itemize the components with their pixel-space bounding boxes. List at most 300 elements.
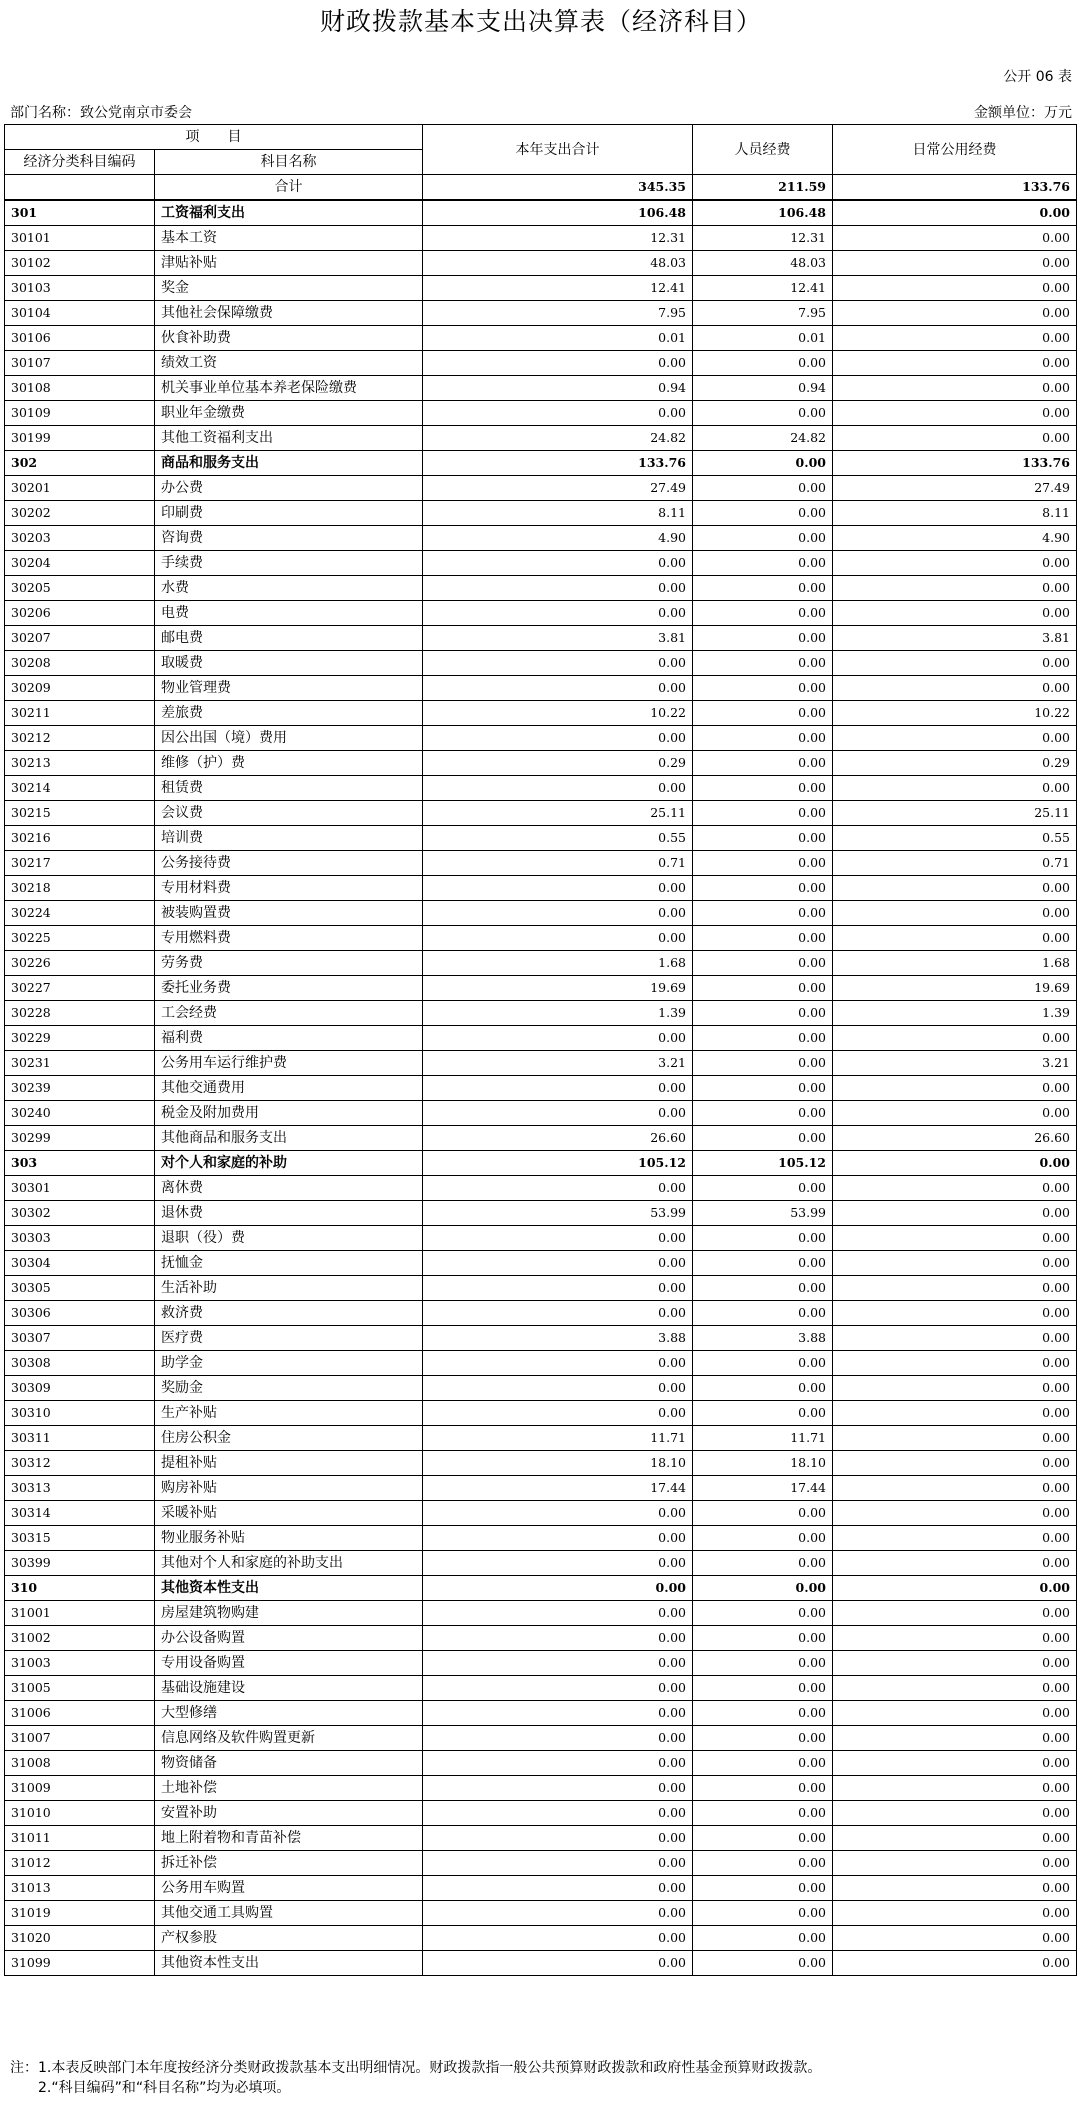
row-code: 30206 (5, 601, 155, 626)
row-name: 其他资本性支出 (155, 1576, 423, 1601)
row-code: 30199 (5, 426, 155, 451)
table-row (5, 1076, 1077, 1101)
row-name: 安置补助 (155, 1801, 423, 1826)
table-row (5, 1626, 1077, 1651)
row-personnel: 106.48 (693, 200, 833, 226)
row-code: 30109 (5, 401, 155, 426)
row-total: 0.00 (423, 1501, 693, 1526)
row-personnel: 0.00 (693, 1901, 833, 1926)
note-1: 注：1.本表反映部门本年度按经济分类财政拨款基本支出明细情况。财政拨款指一般公共预算财政拨款和政府性基金预算财政拨款。 (10, 2060, 822, 2076)
row-code: 30213 (5, 751, 155, 776)
row-name: 办公设备购置 (155, 1626, 423, 1651)
row-total: 0.00 (423, 1526, 693, 1551)
row-code: 30108 (5, 376, 155, 401)
row-personnel: 18.10 (693, 1451, 833, 1476)
table-row (5, 1501, 1077, 1526)
table-row (5, 1151, 1077, 1176)
row-public: 0.00 (833, 1751, 1077, 1776)
table-row (5, 601, 1077, 626)
row-name: 办公费 (155, 476, 423, 501)
row-name: 信息网络及软件购置更新 (155, 1726, 423, 1751)
row-public: 0.00 (833, 551, 1077, 576)
row-personnel: 0.00 (693, 551, 833, 576)
table-row (5, 1676, 1077, 1701)
row-code: 31007 (5, 1726, 155, 1751)
table-row (5, 1001, 1077, 1026)
row-total: 0.00 (423, 1751, 693, 1776)
row-personnel: 0.00 (693, 701, 833, 726)
row-name: 其他商品和服务支出 (155, 1126, 423, 1151)
row-total: 0.00 (423, 1926, 693, 1951)
row-total: 0.01 (423, 326, 693, 351)
row-personnel: 0.00 (693, 501, 833, 526)
total-code (5, 175, 155, 201)
row-code: 31002 (5, 1626, 155, 1651)
row-name: 印刷费 (155, 501, 423, 526)
row-personnel: 24.82 (693, 426, 833, 451)
row-total: 0.00 (423, 1851, 693, 1876)
row-public: 0.00 (833, 676, 1077, 701)
row-total: 0.00 (423, 926, 693, 951)
row-total: 0.00 (423, 1351, 693, 1376)
row-name: 伙食补助费 (155, 326, 423, 351)
row-name: 专用材料费 (155, 876, 423, 901)
row-personnel: 0.00 (693, 1176, 833, 1201)
table-row (5, 251, 1077, 276)
row-total: 3.21 (423, 1051, 693, 1076)
row-public: 4.90 (833, 526, 1077, 551)
row-personnel: 0.00 (693, 1401, 833, 1426)
row-total: 0.00 (423, 1801, 693, 1826)
row-public: 0.00 (833, 351, 1077, 376)
row-name: 抚恤金 (155, 1251, 423, 1276)
row-name: 其他对个人和家庭的补助支出 (155, 1551, 423, 1576)
row-code: 30311 (5, 1426, 155, 1451)
row-personnel: 0.00 (693, 1751, 833, 1776)
row-name: 其他交通费用 (155, 1076, 423, 1101)
row-public: 0.00 (833, 1801, 1077, 1826)
row-code: 30224 (5, 901, 155, 926)
row-total: 0.00 (423, 1651, 693, 1676)
table-row (5, 200, 1077, 226)
row-public: 0.00 (833, 1276, 1077, 1301)
table-row (5, 351, 1077, 376)
row-public: 0.00 (833, 426, 1077, 451)
row-total: 48.03 (423, 251, 693, 276)
row-name: 电费 (155, 601, 423, 626)
table-row (5, 1101, 1077, 1126)
row-total: 10.22 (423, 701, 693, 726)
row-name: 奖励金 (155, 1376, 423, 1401)
row-public: 0.00 (833, 1551, 1077, 1576)
row-code: 31011 (5, 1826, 155, 1851)
row-total: 0.00 (423, 401, 693, 426)
row-personnel: 0.00 (693, 1851, 833, 1876)
table-row (5, 951, 1077, 976)
row-public: 133.76 (833, 451, 1077, 476)
table-row (5, 1576, 1077, 1601)
row-total: 0.00 (423, 1701, 693, 1726)
row-total: 0.94 (423, 376, 693, 401)
row-code: 31001 (5, 1601, 155, 1626)
row-personnel: 105.12 (693, 1151, 833, 1176)
row-name: 大型修缮 (155, 1701, 423, 1726)
row-public: 0.00 (833, 1251, 1077, 1276)
table-row (5, 501, 1077, 526)
row-name: 基本工资 (155, 226, 423, 251)
row-personnel: 0.00 (693, 976, 833, 1001)
row-total: 3.88 (423, 1326, 693, 1351)
footnotes (10, 2058, 821, 2098)
row-code: 30225 (5, 926, 155, 951)
row-code: 30308 (5, 1351, 155, 1376)
table-body (5, 175, 1077, 1976)
row-name: 生活补助 (155, 1276, 423, 1301)
row-name: 拆迁补偿 (155, 1851, 423, 1876)
table-row (5, 526, 1077, 551)
row-personnel: 53.99 (693, 1201, 833, 1226)
table-row (5, 1726, 1077, 1751)
row-total: 0.00 (423, 901, 693, 926)
table-row (5, 1476, 1077, 1501)
row-public: 0.00 (833, 1101, 1077, 1126)
table-row (5, 1126, 1077, 1151)
row-total: 26.60 (423, 1126, 693, 1151)
row-personnel: 0.00 (693, 901, 833, 926)
row-personnel: 0.00 (693, 1876, 833, 1901)
row-public: 0.00 (833, 1176, 1077, 1201)
table-row (5, 1801, 1077, 1826)
row-public: 0.00 (833, 1601, 1077, 1626)
header-code: 经济分类科目编码 (5, 150, 155, 175)
row-personnel: 0.00 (693, 876, 833, 901)
row-code: 30216 (5, 826, 155, 851)
row-public: 0.00 (833, 1401, 1077, 1426)
row-name: 离休费 (155, 1176, 423, 1201)
row-name: 培训费 (155, 826, 423, 851)
row-name: 因公出国（境）费用 (155, 726, 423, 751)
row-personnel: 12.41 (693, 276, 833, 301)
table-row (5, 1051, 1077, 1076)
row-code: 30104 (5, 301, 155, 326)
row-code: 30306 (5, 1301, 155, 1326)
row-code: 31005 (5, 1676, 155, 1701)
row-personnel: 0.01 (693, 326, 833, 351)
row-name: 房屋建筑物购建 (155, 1601, 423, 1626)
row-personnel: 0.00 (693, 576, 833, 601)
row-personnel: 7.95 (693, 301, 833, 326)
row-personnel: 0.00 (693, 1601, 833, 1626)
total-label: 合计 (155, 175, 423, 201)
row-total: 4.90 (423, 526, 693, 551)
row-name: 医疗费 (155, 1326, 423, 1351)
header-name: 科目名称 (155, 150, 423, 175)
row-public: 0.00 (833, 1901, 1077, 1926)
row-personnel: 0.00 (693, 776, 833, 801)
table-row (5, 1026, 1077, 1051)
row-public: 0.00 (833, 1526, 1077, 1551)
row-code: 30218 (5, 876, 155, 901)
row-name: 基础设施建设 (155, 1676, 423, 1701)
row-public: 25.11 (833, 801, 1077, 826)
row-name: 退职（役）费 (155, 1226, 423, 1251)
row-name: 被装购置费 (155, 901, 423, 926)
table-row (5, 776, 1077, 801)
row-total: 8.11 (423, 501, 693, 526)
row-name: 工会经费 (155, 1001, 423, 1026)
row-total: 0.00 (423, 1601, 693, 1626)
row-public: 0.00 (833, 1876, 1077, 1901)
row-public: 0.00 (833, 1951, 1077, 1976)
header-group: 项 目 (5, 125, 423, 150)
row-name: 住房公积金 (155, 1426, 423, 1451)
table-row (5, 1351, 1077, 1376)
table-row (5, 976, 1077, 1001)
row-personnel: 0.00 (693, 401, 833, 426)
row-code: 30217 (5, 851, 155, 876)
row-personnel: 0.00 (693, 1776, 833, 1801)
row-code: 30207 (5, 626, 155, 651)
row-public: 8.11 (833, 501, 1077, 526)
table-row (5, 276, 1077, 301)
row-code: 30103 (5, 276, 155, 301)
row-name: 退休费 (155, 1201, 423, 1226)
row-code: 31010 (5, 1801, 155, 1826)
table-row (5, 301, 1077, 326)
row-public: 1.39 (833, 1001, 1077, 1026)
table-row (5, 1376, 1077, 1401)
row-code: 301 (5, 200, 155, 226)
row-total: 0.00 (423, 1376, 693, 1401)
row-name: 其他交通工具购置 (155, 1901, 423, 1926)
row-personnel: 0.00 (693, 1551, 833, 1576)
row-total: 1.68 (423, 951, 693, 976)
table-row (5, 1276, 1077, 1301)
row-code: 30312 (5, 1451, 155, 1476)
row-total: 0.00 (423, 1626, 693, 1651)
row-code: 302 (5, 451, 155, 476)
row-code: 30214 (5, 776, 155, 801)
row-public: 26.60 (833, 1126, 1077, 1151)
total-sum: 345.35 (423, 175, 693, 201)
row-public: 0.00 (833, 1151, 1077, 1176)
row-public: 0.00 (833, 1676, 1077, 1701)
row-personnel: 0.00 (693, 1926, 833, 1951)
row-code: 30304 (5, 1251, 155, 1276)
row-name: 邮电费 (155, 626, 423, 651)
row-personnel: 0.00 (693, 926, 833, 951)
table-row (5, 1876, 1077, 1901)
table-row (5, 1601, 1077, 1626)
row-personnel: 0.00 (693, 1726, 833, 1751)
row-name: 水费 (155, 576, 423, 601)
row-personnel: 0.00 (693, 1576, 833, 1601)
row-public: 0.00 (833, 1576, 1077, 1601)
row-total: 0.71 (423, 851, 693, 876)
row-total: 27.49 (423, 476, 693, 501)
row-personnel: 0.00 (693, 526, 833, 551)
row-code: 30228 (5, 1001, 155, 1026)
row-code: 30203 (5, 526, 155, 551)
row-code: 30209 (5, 676, 155, 701)
row-name: 绩效工资 (155, 351, 423, 376)
row-total: 11.71 (423, 1426, 693, 1451)
row-code: 30107 (5, 351, 155, 376)
row-personnel: 0.00 (693, 1376, 833, 1401)
row-name: 其他社会保障缴费 (155, 301, 423, 326)
row-code: 30231 (5, 1051, 155, 1076)
row-code: 30102 (5, 251, 155, 276)
row-public: 3.21 (833, 1051, 1077, 1076)
row-name: 差旅费 (155, 701, 423, 726)
row-total: 0.00 (423, 576, 693, 601)
row-public: 0.29 (833, 751, 1077, 776)
row-personnel: 0.00 (693, 1826, 833, 1851)
row-public: 0.00 (833, 276, 1077, 301)
row-personnel: 0.00 (693, 1526, 833, 1551)
table-row (5, 701, 1077, 726)
row-name: 职业年金缴费 (155, 401, 423, 426)
row-public: 1.68 (833, 951, 1077, 976)
row-code: 30101 (5, 226, 155, 251)
row-name: 津贴补贴 (155, 251, 423, 276)
table-row (5, 1226, 1077, 1251)
row-total: 25.11 (423, 801, 693, 826)
row-total: 0.00 (423, 1176, 693, 1201)
row-name: 提租补贴 (155, 1451, 423, 1476)
row-code: 30240 (5, 1101, 155, 1126)
table-row (5, 1901, 1077, 1926)
row-personnel: 0.00 (693, 1651, 833, 1676)
row-personnel: 0.94 (693, 376, 833, 401)
row-public: 0.00 (833, 1326, 1077, 1351)
row-name: 公务用车购置 (155, 1876, 423, 1901)
row-name: 机关事业单位基本养老保险缴费 (155, 376, 423, 401)
row-code: 30211 (5, 701, 155, 726)
row-total: 0.00 (423, 1101, 693, 1126)
row-code: 30202 (5, 501, 155, 526)
row-name: 其他资本性支出 (155, 1951, 423, 1976)
table-row (5, 551, 1077, 576)
row-public: 0.00 (833, 601, 1077, 626)
row-name: 购房补贴 (155, 1476, 423, 1501)
row-total: 0.00 (423, 776, 693, 801)
row-code: 30226 (5, 951, 155, 976)
table-row (5, 651, 1077, 676)
table-row (5, 826, 1077, 851)
row-personnel: 0.00 (693, 751, 833, 776)
row-total: 12.41 (423, 276, 693, 301)
row-name: 生产补贴 (155, 1401, 423, 1426)
row-name: 专用燃料费 (155, 926, 423, 951)
doc-number: 公开 06 表 (1003, 69, 1072, 85)
row-code: 31099 (5, 1951, 155, 1976)
row-name: 土地补偿 (155, 1776, 423, 1801)
table-row (5, 1251, 1077, 1276)
row-personnel: 0.00 (693, 626, 833, 651)
table-row (5, 1776, 1077, 1801)
row-personnel: 0.00 (693, 1101, 833, 1126)
row-code: 31003 (5, 1651, 155, 1676)
row-total: 0.00 (423, 876, 693, 901)
table-row (5, 676, 1077, 701)
table-row (5, 401, 1077, 426)
row-personnel: 0.00 (693, 351, 833, 376)
row-code: 30399 (5, 1551, 155, 1576)
table-row (5, 801, 1077, 826)
row-name: 物业服务补贴 (155, 1526, 423, 1551)
row-name: 咨询费 (155, 526, 423, 551)
row-name: 会议费 (155, 801, 423, 826)
row-public: 0.00 (833, 1826, 1077, 1851)
table-row (5, 326, 1077, 351)
row-code: 30201 (5, 476, 155, 501)
row-public: 0.00 (833, 1701, 1077, 1726)
row-total: 0.00 (423, 1226, 693, 1251)
total-personnel: 211.59 (693, 175, 833, 201)
row-total: 18.10 (423, 1451, 693, 1476)
row-public: 0.00 (833, 1726, 1077, 1751)
row-personnel: 0.00 (693, 1076, 833, 1101)
row-name: 取暖费 (155, 651, 423, 676)
row-code: 30313 (5, 1476, 155, 1501)
row-name: 税金及附加费用 (155, 1101, 423, 1126)
row-public: 3.81 (833, 626, 1077, 651)
header-public: 日常公用经费 (833, 125, 1077, 175)
row-public: 0.00 (833, 1226, 1077, 1251)
row-total: 0.00 (423, 1401, 693, 1426)
row-total: 0.00 (423, 1251, 693, 1276)
row-personnel: 0.00 (693, 1351, 833, 1376)
row-total: 0.00 (423, 551, 693, 576)
table-row (5, 576, 1077, 601)
row-total: 0.00 (423, 351, 693, 376)
row-personnel: 0.00 (693, 451, 833, 476)
row-personnel: 0.00 (693, 1951, 833, 1976)
row-total: 105.12 (423, 1151, 693, 1176)
row-personnel: 0.00 (693, 1026, 833, 1051)
row-personnel: 0.00 (693, 1701, 833, 1726)
row-code: 31012 (5, 1851, 155, 1876)
table-row (5, 476, 1077, 501)
row-name: 维修（护）费 (155, 751, 423, 776)
row-personnel: 0.00 (693, 1051, 833, 1076)
row-code: 30239 (5, 1076, 155, 1101)
row-code: 30301 (5, 1176, 155, 1201)
table-row (5, 376, 1077, 401)
row-total: 0.00 (423, 1076, 693, 1101)
row-personnel: 0.00 (693, 1626, 833, 1651)
row-total: 0.00 (423, 1576, 693, 1601)
table-row (5, 726, 1077, 751)
row-total: 0.00 (423, 1951, 693, 1976)
row-personnel: 0.00 (693, 1251, 833, 1276)
row-public: 0.00 (833, 1301, 1077, 1326)
row-total: 17.44 (423, 1476, 693, 1501)
row-total: 24.82 (423, 426, 693, 451)
table-row (5, 901, 1077, 926)
row-public: 0.00 (833, 1451, 1077, 1476)
row-total: 7.95 (423, 301, 693, 326)
row-personnel: 0.00 (693, 601, 833, 626)
table-row (5, 1751, 1077, 1776)
row-code: 30314 (5, 1501, 155, 1526)
row-total: 0.00 (423, 651, 693, 676)
row-code: 30204 (5, 551, 155, 576)
row-total: 0.00 (423, 1726, 693, 1751)
row-personnel: 0.00 (693, 951, 833, 976)
row-personnel: 0.00 (693, 826, 833, 851)
